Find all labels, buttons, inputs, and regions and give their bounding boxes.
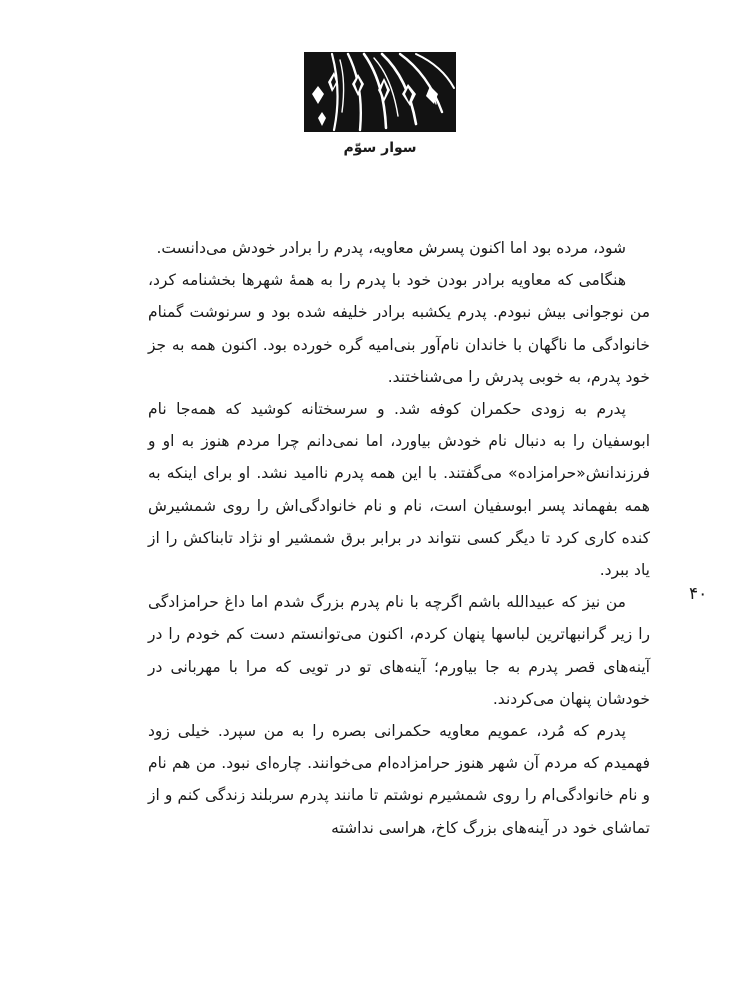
body-text [148, 232, 650, 844]
paragraph: هنگامی که معاویه برادر بودن خود با پدرم را به همهٔ شهرها بخشنامه کرد، من نوجوانی بیش نبودم. پدرم یکشبه برادر خلیفه شده بود و سرنوشت گمنام خانوادگی ما ناگهان با خاندان نام‌آور بنی‌امیه گره خورده بود. اکنون همه به جز خود پدرم، به خوبی پدرش را می‌شناختند. [148, 271, 650, 386]
paragraph: من نیز که عبیدالله باشم اگرچه با نام پدرم بزرگ شدم اما داغ حرامزادگی را زیر گرانبهاترین لباسها پنهان کردم، اکنون می‌توانستم دست کم خودم را در آینه‌های قصر پدرم به جا بیاورم؛ آینه‌های تو در تویی که مرا با مهربانی در خودشان پنهان می‌کردند. [148, 593, 650, 708]
paragraph: پدرم که مُرد، عمویم معاویه حکمرانی بصره را به من سپرد. خیلی زود فهمیدم که مردم آن شهر هنوز حرامزاده‌ام می‌خوانند. چاره‌ای نبود. من هم نام و نام خانوادگی‌ام را روی شمشیرم نوشتم تا مانند پدرم سربلند زندگی کنم و از تماشای خود در آینه‌های بزرگ کاخ، هراسی نداشته [148, 722, 650, 837]
paragraph: شود، مرده بود اما اکنون پسرش معاویه، پدرم را برادر خودش می‌دانست. [156, 239, 626, 257]
page-number: ۴۰ [689, 584, 708, 604]
chapter-header-illustration [304, 52, 456, 132]
paragraph: پدرم به زودی حکمران کوفه شد. و سرسختانه کوشید که همه‌جا نام ابوسفیان را به دنبال نام خودش بیاورد، اما نمی‌دانم چرا مردم هنوز به او و فرزندانش«حرامزاده» می‌گفتند. با این همه پدرم ناامید نشد. او برای اینکه به همه بفهماند پسر ابوسفیان است، نام و نام خانوادگی‌اش را روی شمشیرش کنده کاری کرد تا دیگر کسی نتواند در برابر برق شمشیر او نژاد تابناکش را از یاد ببرد. [148, 400, 650, 580]
spears-illustration [304, 52, 456, 132]
chapter-title: سوار سوّم [343, 140, 417, 156]
